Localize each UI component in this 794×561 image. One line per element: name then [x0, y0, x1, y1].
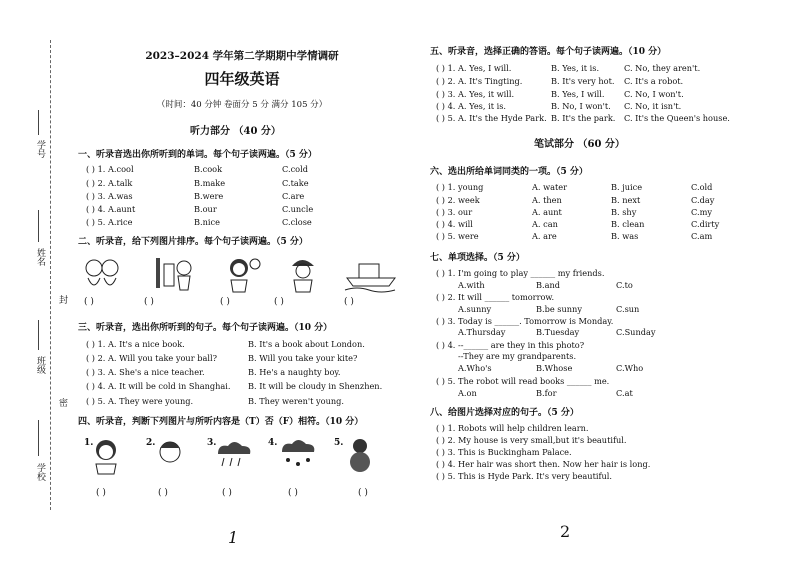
boy-picture [160, 442, 180, 462]
seal-line [50, 40, 51, 510]
s8-row: ( ) 2. My house is very small,but it's beautiful. [436, 435, 627, 445]
s4-number-4: 4. [268, 438, 278, 448]
section-7-heading: 七、单项选择。（5 分） [430, 253, 525, 263]
page-number-2: 2 [560, 522, 571, 541]
s7-question-3: ( ) 3. Today is ______. Tomorrow is Monday. [436, 316, 614, 326]
s4-number-2: 2. [146, 438, 156, 448]
exam-info: （时间：40 分钟 卷面分 5 分 满分 105 分） [156, 100, 328, 110]
girl-picture [96, 440, 116, 474]
s4-answer-5[interactable]: ( ) [358, 488, 368, 498]
ship-picture [345, 264, 395, 292]
section-1-heading: 一、听录音选出你所听到的单词。每个句子读两遍。（5 分） [78, 150, 317, 160]
left-page: 2023–2024 学年第二学期期中学情调研 四年级英语 （时间：40 分钟 卷面分 5 分 满分 105 分） 听力部分 （40 分） 一、听录音选出你所听到的单词。每个句子读两遍。（5 分） ( ) 1. A.cool B.cook C.cold ( ) 2. A.talk B.make C.take ( ) 3. A.was B.were C.are ( ) 4. A.aunt B.our C.uncle ( ) 5. A.rice B.nice C.close 二、听录音，给下列图片排序。每个句子读两遍。（5 分） ( ) ( ) ( ) ( ) ( ) 三、听录音，选出你所听到的句子。每个句子读两遍。（10 分） ( ) 1. A. It's a nice book. B. It's a book about London. ( ) 2. A. Will you take your ball? B. Will you take your kite? ( ) 3. A. She's a nice teacher. B. He's a naughty boy. ( ) 4. A. It will be cold in Shanghai. B. It will be cloudy in Shenzhen. ( ) 5. A. They were young. B. They weren't young. 四、听录音，判断下列图片与所听内容是（T）否（F）相符。（10 分） 1. 2. 3. 4. 5. ( ) ( ) ( ) ( ) ( ) 1 [72, 0, 412, 561]
exam-title: 2023–2024 学年第二学期期中学情调研 [145, 50, 339, 62]
label-class: 班级 [35, 356, 45, 374]
s2-answer-4[interactable]: ( ) [274, 297, 284, 307]
section-4-heading: 四、听录音，判断下列图片与所听内容是（T）否（F）相符。（10 分） [78, 417, 364, 427]
fireman-picture [292, 260, 314, 292]
listening-part-heading: 听力部分 （40 分） [190, 126, 281, 137]
s4-answer-4[interactable]: ( ) [288, 488, 298, 498]
s7-question-4: ( ) 4. --______ are they in this photo? [436, 340, 585, 350]
section-2-heading: 二、听录音，给下列图片排序。每个句子读两遍。（5 分） [78, 237, 308, 247]
grandparents-picture [86, 260, 118, 285]
s2-answer-5[interactable]: ( ) [344, 297, 354, 307]
seal-mark-mi: 密 [57, 398, 67, 407]
s4-number-1: 1. [84, 438, 94, 448]
seal-mark-feng: 封 [57, 295, 67, 304]
binding-margin [0, 0, 70, 561]
s4-answer-2[interactable]: ( ) [158, 488, 168, 498]
exam-subject: 四年级英语 [204, 70, 280, 88]
toothbrush-picture [156, 258, 191, 290]
s2-pictures [80, 254, 410, 294]
label-name: 姓名 [35, 248, 45, 266]
written-part-heading: 笔试部分 （60 分） [534, 139, 625, 150]
rain-cloud-picture [218, 442, 250, 466]
s7-question-1: ( ) 1. I'm going to play ______ my friends. [436, 268, 605, 278]
s8-row: ( ) 1. Robots will help children learn. [436, 423, 589, 433]
section-5-heading: 五、听录音，选择正确的答语。每个句子读两遍。（10 分） [430, 47, 667, 57]
s7-question-2: ( ) 2. It will ______ tomorrow. [436, 292, 555, 302]
section-8-heading: 八、给图片选择对应的句子。（5 分） [430, 408, 579, 418]
s2-answer-2[interactable]: ( ) [144, 297, 154, 307]
s7-question-5: ( ) 5. The robot will read books ______ me. [436, 376, 610, 386]
s4-number-5: 5. [334, 438, 344, 448]
s4-answer-3[interactable]: ( ) [222, 488, 232, 498]
section-3-heading: 三、听录音，选出你所听到的句子。每个句子读两遍。（10 分） [78, 323, 333, 333]
s8-row: ( ) 5. This is Hyde Park. It's very beautiful. [436, 471, 613, 481]
label-school: 学校 [35, 463, 45, 481]
s4-pictures [90, 436, 410, 476]
section-6-heading: 六、选出所给单词同类的一项。（5 分） [430, 167, 588, 177]
s4-answer-1[interactable]: ( ) [96, 488, 106, 498]
s2-answer-3[interactable]: ( ) [220, 297, 230, 307]
s4-number-3: 3. [207, 438, 217, 448]
snow-cloud-picture [282, 440, 314, 466]
page-number-1: 1 [228, 528, 239, 547]
s8-row: ( ) 4. Her hair was short then. Now her hair is long. [436, 459, 651, 469]
s8-row: ( ) 3. This is Buckingham Palace. [436, 447, 572, 457]
girl-flower-picture [230, 259, 260, 292]
s7-question-4-answer: --They are my grandparents. [458, 351, 577, 361]
snowman-picture [350, 439, 370, 472]
s2-answer-1[interactable]: ( ) [84, 297, 94, 307]
label-student-id: 学号 [35, 140, 45, 158]
right-page: 五、听录音，选择正确的答语。每个句子读两遍。（10 分） ( ) 1. A. Yes, I will. B. Yes, it is. C. No, they aren't. ( ) 2. A. It's Tingting. B. It's very hot. C. It's a robot. ( ) 3. A. Yes, it will. B. Yes, I will. C. No, I won't. ( ) 4. A. Yes, it is. B. No, I won't. C. No, it isn't. ( ) 5. A. It's the Hyde Park. B. It's the park. C. It's the Queen's house. 笔试部分 （60 分） 六、选出所给单词同类的一项。（5 分） ( ) 1. young A. water B. juice C.old ( ) 2. week A. then B. next C.day ( ) 3. our A. aunt B. shy C.my ( ) 4. will A. can B. clean C.dirty ( ) 5. were A. are B. was C.am 七、单项选择。（5 分） ( ) 1. I'm going to play ______ my friends. A.with B.and C.to ( ) 2. It will ______ tomorrow. A.sunny B.be sunny C.sun ( ) 3. Today is ______. Tomorrow is Monday. A.Thursday B.Tuesday C.Sunday ( ) 4. --______ are they in this photo? --They are my grandparents. A.Who's B.Whose C.Who ( ) 5. The robot will read books ______ me. A.on B.for C.at 八、给图片选择对应的句子。（5 分） ( ) 1. Robots will help children learn. ( ) 2. My house is very small,but it's beautiful. ( ) 3. This is Buckingham Palace. ( ) 4. Her hair was short then. Now her hair is long. ( ) 5. This is Hyde Park. It's very beautiful. 2 [424, 0, 784, 561]
